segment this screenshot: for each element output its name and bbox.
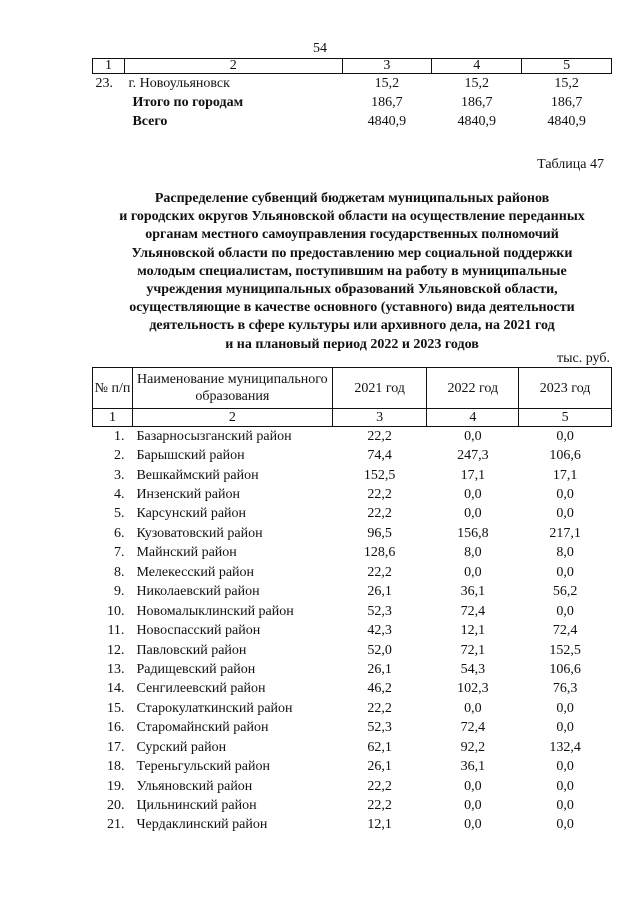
value-v2023: 0,0	[556, 817, 574, 833]
col-number: 5	[519, 409, 612, 427]
row-name: г. Новоульяновск	[128, 75, 230, 91]
value-v2021: 12,1	[367, 817, 392, 833]
value-v2023: 8,0	[556, 545, 574, 561]
value-v2022: 15,2	[464, 75, 489, 91]
value-v2021: 128,6	[363, 545, 396, 561]
row-number: 2.	[113, 448, 125, 464]
col-number: 1	[93, 409, 133, 427]
value-v2023: 0,0	[556, 759, 574, 775]
value-v2021: 26,1	[367, 661, 392, 677]
value-v2023: 0,0	[556, 564, 574, 580]
col-number: 4	[427, 409, 519, 427]
value-v2022: 72,4	[460, 603, 486, 619]
value-v2021: 22,2	[367, 506, 392, 522]
value-v2023: 0,0	[556, 720, 574, 736]
table-row	[93, 563, 612, 582]
municipality-name: Новоспасский район	[136, 623, 261, 639]
value-v2021: 15,2	[374, 75, 400, 91]
units-label: тыс. руб.	[557, 351, 610, 366]
municipality-name: Инзенский район	[136, 487, 240, 503]
value-v2021: 42,3	[367, 623, 392, 639]
row-number: 21.	[106, 817, 125, 833]
row-number: 23.	[95, 75, 113, 91]
value-v2023: 72,4	[552, 623, 578, 639]
table-row	[93, 446, 612, 465]
municipality-name: Новомалыклинский район	[136, 603, 294, 619]
row-number: 9.	[113, 584, 125, 600]
table-row	[93, 621, 612, 640]
value-v2023: 0,0	[556, 428, 574, 444]
header-2023: 2023 год	[519, 368, 612, 409]
title-line: Ульяновской области по предоставлению мер социальной поддержки	[131, 245, 573, 261]
municipality-name: Цильнинский район	[136, 798, 257, 814]
col-number: 4	[432, 59, 522, 74]
value-v2022: 12,1	[460, 623, 486, 639]
title-line: молодым специалистам, поступившим на работу в муниципальные	[137, 263, 567, 279]
row-number	[93, 112, 125, 131]
row-number: 13.	[106, 661, 125, 677]
value-v2023: 0,0	[556, 603, 574, 619]
table-row	[93, 680, 612, 699]
municipality-name: Базарносызганский район	[136, 428, 292, 444]
municipality-name: Старомайнский район	[136, 720, 269, 736]
value-v2021: 22,2	[367, 798, 392, 814]
value-v2022: 247,3	[457, 448, 489, 464]
row-number: 15.	[106, 700, 125, 716]
table-row	[93, 485, 612, 504]
title-line: учреждения муниципальных образований Ульяновской области,	[146, 282, 558, 298]
value-v2023: 76,3	[552, 681, 578, 697]
value-v2023: 17,1	[552, 467, 578, 483]
table-row	[93, 796, 612, 815]
value-v2023: 56,2	[552, 584, 578, 600]
row-number: 18.	[106, 759, 125, 775]
municipality-name: Майнский район	[136, 545, 237, 561]
col-number: 3	[342, 59, 432, 74]
value-v2023: 106,6	[549, 448, 581, 464]
row-number: 4.	[113, 487, 125, 503]
page-number: 54	[313, 41, 327, 56]
table-row	[93, 74, 612, 94]
header-name: Наименование муниципального образования	[132, 368, 332, 409]
value-v2023: 152,5	[549, 642, 581, 658]
row-number	[93, 93, 125, 112]
value-v2023: 217,1	[549, 525, 581, 541]
header-2021: 2021 год	[332, 368, 427, 409]
table-row	[93, 583, 612, 602]
value-v2021: 62,1	[367, 739, 392, 755]
value-v2023: 0,0	[556, 506, 574, 522]
continuation-table	[92, 58, 612, 131]
value-v2022: 4840,9	[457, 113, 496, 129]
value-v2021: 26,1	[367, 759, 392, 775]
table-row	[93, 524, 612, 543]
value-v2021: 96,5	[367, 525, 392, 541]
value-v2021: 22,2	[367, 778, 392, 794]
value-v2022: 156,8	[457, 525, 489, 541]
title-line: органам местного самоуправления государственных полномочий	[145, 227, 559, 243]
subvention-table	[92, 367, 612, 835]
row-number: 3.	[113, 467, 125, 483]
value-v2021: 152,5	[363, 467, 396, 483]
table-row	[93, 544, 612, 563]
value-v2023: 106,6	[549, 661, 581, 677]
value-v2023: 0,0	[556, 778, 574, 794]
value-v2022: 102,3	[457, 681, 489, 697]
value-v2022: 186,7	[460, 94, 493, 110]
title-line: осуществляющие в качестве основного (уставного) вида деятельности	[129, 300, 575, 316]
row-number: 16.	[106, 720, 125, 736]
value-v2022: 36,1	[460, 759, 486, 775]
value-v2023: 4840,9	[547, 113, 586, 129]
value-v2021: 186,7	[371, 94, 403, 110]
value-v2021: 52,3	[367, 603, 392, 619]
value-v2023: 0,0	[556, 700, 574, 716]
table-row	[93, 93, 612, 112]
municipality-name: Тереньгульский район	[136, 759, 270, 775]
table-row	[93, 641, 612, 660]
header-num: № п/п	[93, 368, 133, 409]
title-line: и на плановый период 2022 и 2023 годов	[225, 336, 479, 352]
value-v2021: 52,3	[367, 720, 392, 736]
municipality-name: Карсунский район	[136, 506, 247, 522]
continuation-header-row	[93, 59, 612, 74]
municipality-name: Радищевский район	[136, 661, 256, 677]
title-line: Распределение субвенций бюджетам муниципальных районов	[154, 191, 550, 206]
value-v2022: 0,0	[464, 564, 482, 580]
row-number: 14.	[106, 681, 125, 697]
row-name: Итого по городам	[132, 94, 244, 110]
table-row	[93, 699, 612, 718]
value-v2022: 0,0	[464, 428, 482, 444]
value-v2023: 186,7	[550, 94, 583, 110]
value-v2022: 72,4	[460, 720, 486, 736]
value-v2021: 74,4	[367, 448, 392, 464]
title-line: и городских округов Ульяновской области на осуществление переданных	[119, 209, 585, 225]
row-number: 1.	[113, 428, 125, 444]
value-v2021: 26,1	[367, 584, 392, 600]
value-v2021: 22,2	[367, 564, 392, 580]
table-label: Таблица 47	[537, 157, 604, 172]
municipality-name: Сенгилеевский район	[136, 681, 266, 697]
municipality-name: Старокулаткинский район	[136, 700, 293, 716]
value-v2023: 0,0	[556, 487, 574, 503]
table-title	[92, 190, 612, 354]
col-number: 5	[522, 59, 612, 74]
row-number: 8.	[113, 564, 125, 580]
table-row	[93, 777, 612, 796]
row-number: 11.	[107, 623, 125, 639]
value-v2022: 92,2	[460, 739, 486, 755]
row-number: 7.	[113, 545, 125, 561]
value-v2022: 36,1	[460, 584, 486, 600]
value-v2021: 22,2	[367, 700, 392, 716]
value-v2022: 54,3	[460, 661, 486, 677]
value-v2023: 132,4	[549, 739, 581, 755]
row-number: 6.	[113, 525, 125, 541]
header-2022: 2022 год	[427, 368, 519, 409]
municipality-name: Павловский район	[136, 642, 247, 658]
table-row	[93, 427, 612, 447]
table-row	[93, 757, 612, 776]
value-v2023: 0,0	[556, 798, 574, 814]
value-v2021: 52,0	[367, 642, 392, 658]
table-header-row	[93, 368, 612, 409]
value-v2021: 22,2	[367, 428, 392, 444]
municipality-name: Сурский район	[136, 739, 227, 755]
row-number: 5.	[113, 506, 125, 522]
col-number: 2	[132, 409, 332, 427]
table-row	[93, 719, 612, 738]
municipality-name: Николаевский район	[136, 584, 260, 600]
municipality-name: Ульяновский район	[136, 778, 253, 794]
value-v2022: 0,0	[464, 798, 482, 814]
municipality-name: Вешкаймский район	[136, 467, 259, 483]
value-v2022: 0,0	[464, 506, 482, 522]
row-name: Всего	[132, 113, 168, 129]
value-v2021: 22,2	[367, 487, 392, 503]
table-row	[93, 112, 612, 131]
value-v2022: 0,0	[464, 778, 482, 794]
row-number: 17.	[106, 739, 125, 755]
table-row	[93, 505, 612, 524]
municipality-name: Барышский район	[136, 448, 245, 464]
table-row	[93, 738, 612, 757]
value-v2022: 8,0	[464, 545, 482, 561]
title-line: деятельность в сфере культуры или архивного дела, на 2021 год	[149, 318, 555, 334]
value-v2022: 72,1	[460, 642, 486, 658]
municipality-name: Кузоватовский район	[136, 525, 263, 541]
col-number: 1	[93, 59, 125, 74]
value-v2022: 0,0	[464, 487, 482, 503]
col-number: 3	[332, 409, 427, 427]
value-v2021: 4840,9	[367, 113, 407, 129]
row-number: 10.	[106, 603, 125, 619]
row-number: 19.	[106, 778, 125, 794]
col-number: 2	[124, 59, 342, 74]
municipality-name: Чердаклинский район	[136, 817, 268, 833]
value-v2022: 0,0	[464, 700, 482, 716]
column-number-row	[93, 409, 612, 427]
value-v2023: 15,2	[554, 75, 579, 91]
row-number: 12.	[106, 642, 125, 658]
table-row	[93, 602, 612, 621]
value-v2021: 46,2	[367, 681, 392, 697]
table-row	[93, 466, 612, 485]
value-v2022: 0,0	[464, 817, 482, 833]
table-row	[93, 660, 612, 679]
table-row	[93, 816, 612, 835]
municipality-name: Мелекесский район	[136, 564, 255, 580]
value-v2022: 17,1	[460, 467, 486, 483]
row-number: 20.	[106, 798, 125, 814]
